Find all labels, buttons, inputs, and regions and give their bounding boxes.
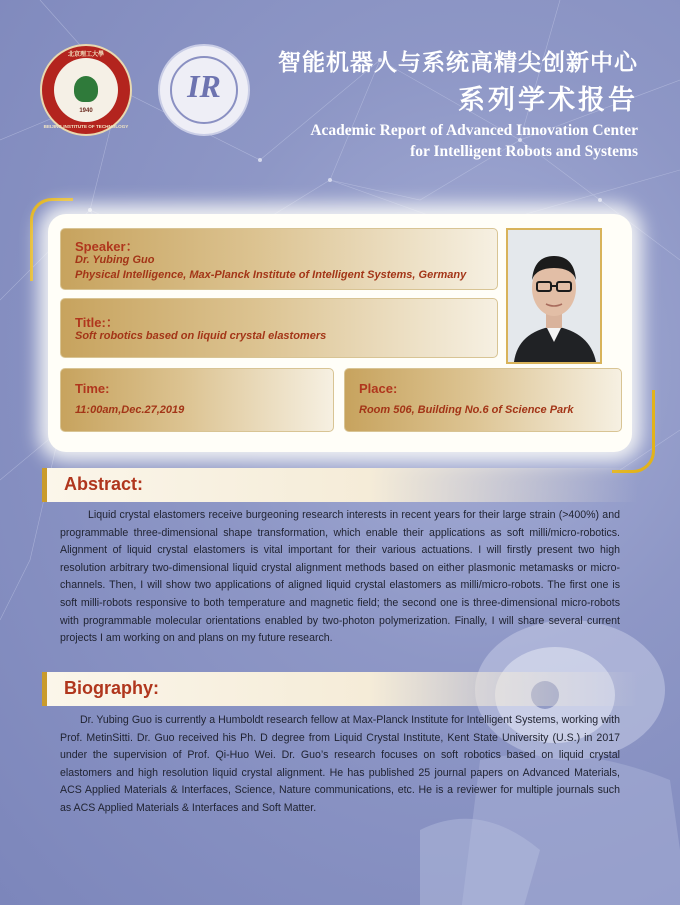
place-label: Place:: [359, 381, 398, 396]
place-box: [344, 368, 622, 432]
bit-logo-year: 1940: [79, 108, 93, 114]
title-box: [60, 298, 498, 358]
talk-title-label: Title:：: [75, 315, 119, 330]
time-value: 11:00am,Dec.27,2019: [75, 404, 185, 416]
bit-logo-ring-text: BEIJING INSTITUTE OF TECHNOLOGY: [43, 124, 129, 129]
ir-logo-glyph: IR: [187, 68, 221, 104]
talk-title-value: Soft robotics based on liquid crystal elastomers: [75, 330, 327, 342]
bit-logo-emblem: [74, 76, 98, 102]
abstract-heading-band: [42, 468, 638, 502]
abstract-heading-accent: [42, 468, 47, 502]
speaker-label: Speaker：: [75, 239, 139, 254]
abstract-text: Liquid crystal elastomers receive burgeoning research interests in recent years for their large strain (>400%) and programmable three-dimensional shape transformation, which enable their applications as soft milli/micro-robotics. Alignment of liquid crystal elastomers is vital important for their various actuations. I will firstly present two high resolution arbitrary two-dimensional liquid crystal alignment methods based on either plasmonic metamasks or micro-channels. Then, I will show two applications of aligned liquid crystal elastomers as milli/micro-robots. The first one is soft milli-robots responsive to both temperature and magnetic field; the second one is three-dimensional micro-robots with programmable molecular orientations enabled by two-photon polymerization. Finally, I will share several current projects I am working on and plans on my future research.: [60, 509, 620, 645]
place-value: Room 506, Building No.6 of Science Park: [359, 404, 574, 416]
biography-text: Dr. Yubing Guo is currently a Humboldt research fellow at Max-Planck Institute for Intelligent Systems, working with Prof. MetinSitti. Dr. Guo received his Ph. D degree from Liquid Crystal Institute, Kent State University (U.S.) in 2017 under the supervision of Prof. Qi-Huo Wei. Dr. Guo’s research focuses on soft robotics based on liquid crystal elastomers and high resolution liquid crystal alignment. He has published 25 journal papers on Advanced Materials, ACS Applied Materials & Interfaces, Science, Nature communications, etc. He is a reviewer for multiple journals such as ACS Applied Materials & Interfaces and Soft Matter.: [60, 714, 620, 814]
biography-heading-accent: [42, 672, 47, 706]
biography-heading: Biography:: [64, 678, 160, 698]
time-box: [60, 368, 334, 432]
title-english: [218, 120, 638, 162]
time-label: Time:: [75, 381, 110, 396]
speaker-name: Dr. Yubing Guo: [75, 254, 155, 266]
title-english-line2: for Intelligent Robots and Systems: [410, 143, 638, 160]
speaker-affiliation: Physical Intelligence, Max-Planck Institute of Intelligent Systems, Germany: [75, 269, 467, 281]
title-chinese: 智能机器人与系统高精尖创新中心: [278, 49, 638, 75]
speaker-photo: [506, 228, 602, 364]
bit-logo-top-text: 北京理工大學: [67, 52, 104, 58]
biography-heading-band: [42, 672, 638, 706]
abstract-heading: Abstract:: [64, 474, 144, 494]
title-english-line1: Academic Report of Advanced Innovation Center: [310, 122, 638, 139]
bit-logo: [40, 44, 132, 136]
speaker-box: [60, 228, 498, 290]
subtitle-chinese: 系列学术报告: [458, 85, 638, 115]
